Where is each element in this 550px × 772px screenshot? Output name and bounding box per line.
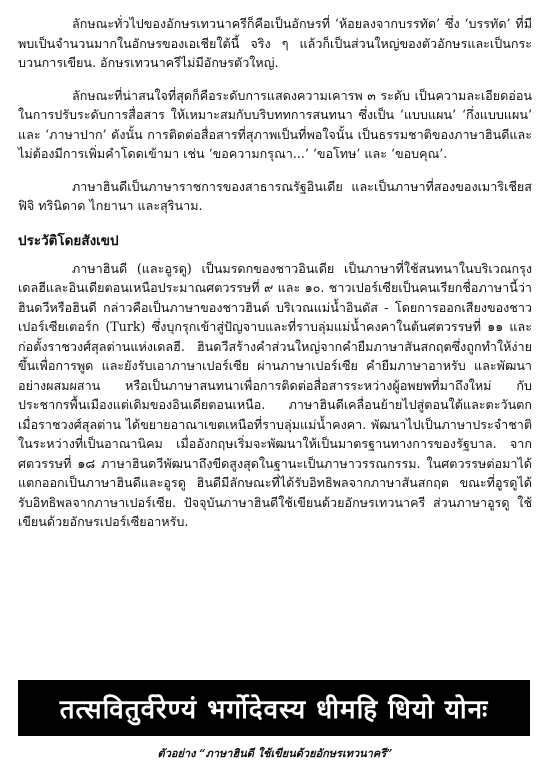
paragraph-politeness-levels: ลักษณะที่น่าสนใจที่สุดก็คือระดับการแสดงความเคารพ ๓ ระดับ เป็นความละเอียดอ่อนในการปรับระดับการสื่อสาร ให้เหมาะสมกับบริบททการสนทนา ซึ่งเป็น ‘แบบแผน’ ‘กึ่งแบบแผน’ และ ‘ภาษาปาก’ ดังนั้น การติดต่อสื่อสารที่สุภาพเป็นที่พอใจนั้น เป็นธรรมชาติของภาษาฮินดีและไม่ต้องมีการเพิ่มคำโดดเข้ามา เช่น ‘ขอความกรุณา...’ ‘ขอโทษ’ และ ‘ขอบคุณ’.: [18, 87, 532, 161]
paragraph-devanagari-features: ลักษณะทั่วไปของอักษรเทวนาครีก็คือเป็นอักษรที่ ‘ห้อยลงจากบรรทัด’ ซึ่ง ‘บรรทัด’ ที่มีพบเป็นจำนวนมากในอักษรของเอเชียใต้นี้ จริง ๆ แล้วก็เป็นส่วนใหญ่ของตัวอักษรและเป็นกระบวนการเขียน. อักษรเทวนาครีไม่มีอักษรตัวใหญ่.: [18, 16, 532, 70]
banner-caption: ตัวอย่าง “ภาษาฮินดี ใช้เขียนด้วยอักษรเทวนาครี”: [157, 747, 393, 760]
devanagari-sample-text: तत्सवितुर्वरेण्यं भर्गोदेवस्य धीमहि धियो योनः: [59, 695, 489, 725]
paragraph-history: ภาษาฮินดี (และอูรดู) เป็นมรดกของชาวอินเดีย เป็นภาษาที่ใช้สนทนาในบริเวณกรุงเดลฮีและอินเดียตอนเหนือประมาณศตวรรษที่ ๙ และ ๑๐. ชาวเปอร์เซียเป็นคนเรียกชื่อภาษานี้ว่า ฮินดวีหรือฮินดี กล่าวคือเป็นภาษาของชาวฮินด์ บริเวณแม่น้ำอินดัส - โดยการออกเสียงของชาวเปอร์เซียเตอร์ก (Turk) ซึ่งบุกรุกเข้าสู่ปัญจาบและที่ราบลุ่มแม่น้ำคงคาในต้นศตวรรษที่ ๑๑ และก่อตั้งราชวงศ์สุลต่านแห่งเดลฮี. ฮินดวีสร้างคำส่วนใหญ่จากคำยืมภาษาสันสกฤตซึ่งถูกทำให้ง่ายขึ้นเพื่อการพูด และยังรับเอาภาษาเปอร์เซีย ผ่านภาษาเปอร์เซีย คำยืมภาษาอาหรับ และพัฒนาอย่างผสมผสาน หรือเป็นภาษาสนทนาเพื่อการติดต่อสื่อสารระหว่างผู้อพยพที่มาถึงใหม่ กับประชากรพื้นเมืองแต่เดิมของอินเดียตอนเหนือ. ภาษาฮินดีเคลื่อนย้ายไปสู่ตอนใต้และตะวันตก เมื่อราชวงศ์สุลต่าน ได้ขยายอาณาเขตเหนือที่ราบลุ่มแม่น้ำคงคา. พัฒนาไปเป็นภาษาประจำชาติในระหว่างที่เป็นอาณานิคม เมื่ออังกฤษเริ่มจะพัฒนาให้เป็นมาตรฐานทางการของรัฐบาล. จากศตวรรษที่ ๑๘ ภาษาฮินดวีพัฒนาถึงขีดสูงสุดในฐานะเป็นภาษาวรรณกรรม. ในศตวรรษต่อมาได้แตกออกเป็นภาษาฮินดีและอูรดู ฮินดีมีลักษณะที่ได้รับอิทธิพลจากภาษาสันสกฤต ขณะที่อูรดูได้รับอิทธิพลจากภาษาเปอร์เซีย. ปัจจุบันภาษาฮินดีใช้เขียนด้วยอักษรเทวนาครี ส่วนภาษาอูรดู ใช้เขียนด้วยอักษรเปอร์เซียอาหรับ.: [18, 260, 532, 529]
paragraph-official-language: ภาษาฮินดีเป็นภาษาราชการของสาธารณรัฐอินเดีย และเป็นภาษาที่สองของเมาริเชียส ฟิจิ ทรินิดาด ไกยานา และสุรินาม.: [18, 178, 532, 213]
section-heading: ประวัติโดยสังเขป: [18, 232, 119, 249]
devanagari-sample-banner: [18, 680, 530, 736]
